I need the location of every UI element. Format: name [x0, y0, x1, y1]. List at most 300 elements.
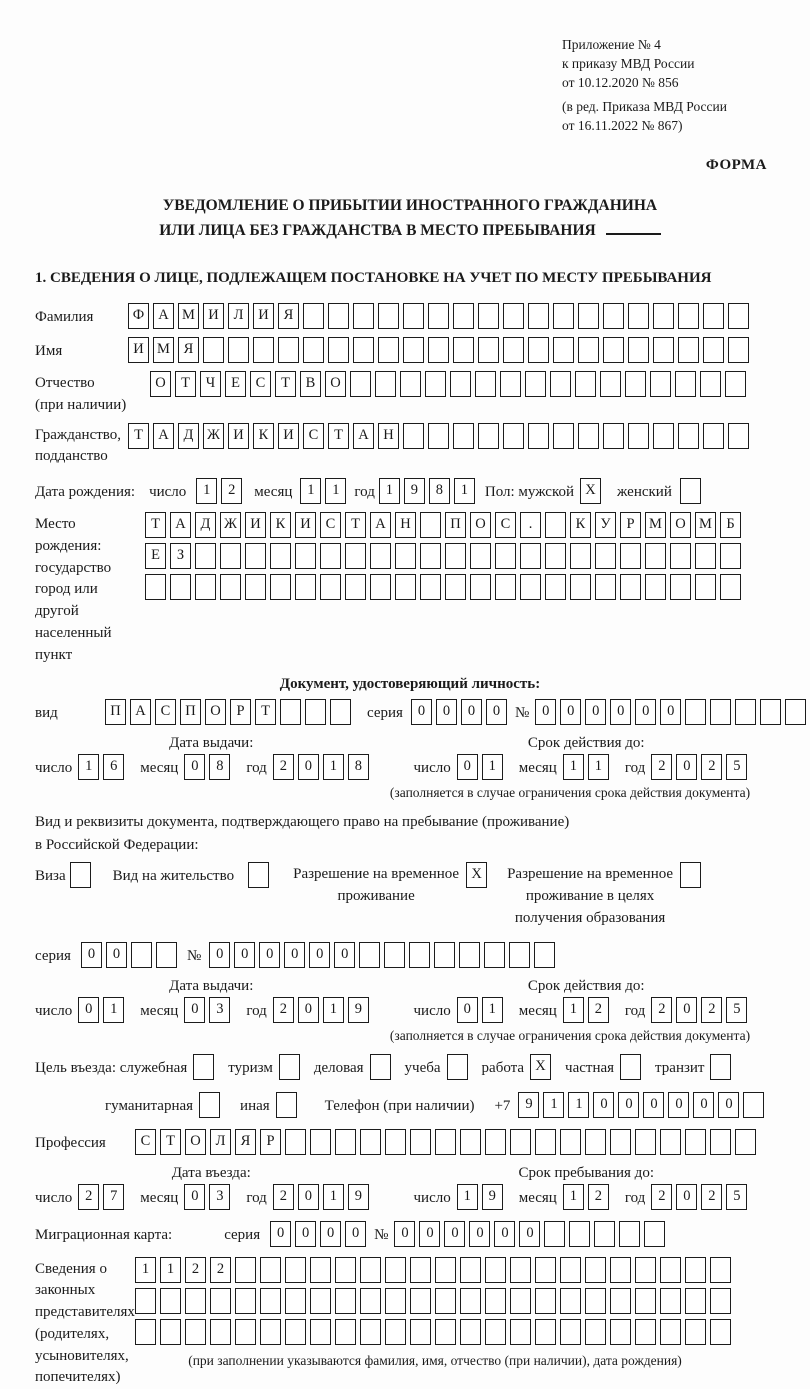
char-cell[interactable]: 7	[103, 1184, 124, 1210]
empty-cell[interactable]	[428, 337, 449, 363]
char-cell[interactable]: О	[205, 699, 226, 725]
empty-cell[interactable]	[156, 942, 177, 968]
empty-cell[interactable]	[575, 371, 596, 397]
char-cell[interactable]: .	[520, 512, 541, 538]
char-cell[interactable]: 0	[234, 942, 255, 968]
empty-cell[interactable]	[743, 1092, 764, 1118]
empty-cell[interactable]	[310, 1129, 331, 1155]
char-cell[interactable]: 2	[701, 997, 722, 1023]
empty-cell[interactable]	[600, 371, 621, 397]
empty-cell[interactable]	[70, 862, 91, 888]
empty-cell[interactable]	[785, 699, 806, 725]
char-cell[interactable]: У	[595, 512, 616, 538]
empty-cell[interactable]	[760, 699, 781, 725]
char-cell[interactable]: 0	[270, 1221, 291, 1247]
char-cell[interactable]: М	[178, 303, 199, 329]
char-cell[interactable]: Ч	[200, 371, 221, 397]
empty-cell[interactable]	[385, 1257, 406, 1283]
char-cell[interactable]: X	[466, 862, 487, 888]
empty-cell[interactable]	[500, 371, 521, 397]
empty-cell[interactable]	[503, 337, 524, 363]
empty-cell[interactable]	[678, 303, 699, 329]
char-cell[interactable]: 0	[535, 699, 556, 725]
empty-cell[interactable]	[544, 1221, 565, 1247]
char-cell[interactable]: 0	[78, 997, 99, 1023]
char-cell[interactable]: Т	[160, 1129, 181, 1155]
empty-cell[interactable]	[528, 423, 549, 449]
char-cell[interactable]: 1	[563, 754, 584, 780]
char-cell[interactable]: И	[228, 423, 249, 449]
empty-cell[interactable]	[131, 942, 152, 968]
empty-cell[interactable]	[710, 1129, 731, 1155]
empty-cell[interactable]	[285, 1129, 306, 1155]
empty-cell[interactable]	[270, 574, 291, 600]
char-cell[interactable]: 1	[103, 997, 124, 1023]
char-cell[interactable]: Ж	[203, 423, 224, 449]
empty-cell[interactable]	[703, 423, 724, 449]
char-cell[interactable]: 0	[295, 1221, 316, 1247]
char-cell[interactable]: 0	[676, 1184, 697, 1210]
char-cell[interactable]: К	[253, 423, 274, 449]
empty-cell[interactable]	[193, 1054, 214, 1080]
char-cell[interactable]: 0	[106, 942, 127, 968]
empty-cell[interactable]	[295, 543, 316, 569]
empty-cell[interactable]	[305, 699, 326, 725]
empty-cell[interactable]	[435, 1288, 456, 1314]
empty-cell[interactable]	[485, 1319, 506, 1345]
char-cell[interactable]: 2	[273, 754, 294, 780]
empty-cell[interactable]	[185, 1319, 206, 1345]
empty-cell[interactable]	[310, 1288, 331, 1314]
empty-cell[interactable]	[270, 543, 291, 569]
empty-cell[interactable]	[370, 1054, 391, 1080]
empty-cell[interactable]	[285, 1257, 306, 1283]
empty-cell[interactable]	[603, 303, 624, 329]
empty-cell[interactable]	[185, 1288, 206, 1314]
char-cell[interactable]: 0	[309, 942, 330, 968]
empty-cell[interactable]	[359, 942, 380, 968]
empty-cell[interactable]	[303, 303, 324, 329]
char-cell[interactable]: 0	[81, 942, 102, 968]
empty-cell[interactable]	[276, 1092, 297, 1118]
empty-cell[interactable]	[410, 1319, 431, 1345]
empty-cell[interactable]	[553, 303, 574, 329]
char-cell[interactable]: С	[155, 699, 176, 725]
char-cell[interactable]: 0	[635, 699, 656, 725]
empty-cell[interactable]	[460, 1319, 481, 1345]
empty-cell[interactable]	[220, 543, 241, 569]
char-cell[interactable]: 0	[494, 1221, 515, 1247]
char-cell[interactable]: 0	[457, 997, 478, 1023]
empty-cell[interactable]	[403, 337, 424, 363]
empty-cell[interactable]	[560, 1288, 581, 1314]
char-cell[interactable]: 0	[519, 1221, 540, 1247]
empty-cell[interactable]	[685, 699, 706, 725]
empty-cell[interactable]	[428, 423, 449, 449]
char-cell[interactable]: 0	[676, 754, 697, 780]
char-cell[interactable]: 2	[651, 1184, 672, 1210]
empty-cell[interactable]	[260, 1288, 281, 1314]
char-cell[interactable]: 9	[482, 1184, 503, 1210]
empty-cell[interactable]	[235, 1319, 256, 1345]
empty-cell[interactable]	[350, 371, 371, 397]
char-cell[interactable]: Н	[378, 423, 399, 449]
char-cell[interactable]: 0	[209, 942, 230, 968]
char-cell[interactable]: Я	[278, 303, 299, 329]
char-cell[interactable]: 0	[585, 699, 606, 725]
char-cell[interactable]: 0	[436, 699, 457, 725]
empty-cell[interactable]	[360, 1319, 381, 1345]
char-cell[interactable]: 0	[259, 942, 280, 968]
char-cell[interactable]: 0	[394, 1221, 415, 1247]
empty-cell[interactable]	[553, 337, 574, 363]
empty-cell[interactable]	[660, 1129, 681, 1155]
empty-cell[interactable]	[484, 942, 505, 968]
char-cell[interactable]: А	[353, 423, 374, 449]
empty-cell[interactable]	[620, 543, 641, 569]
char-cell[interactable]: П	[445, 512, 466, 538]
empty-cell[interactable]	[370, 574, 391, 600]
empty-cell[interactable]	[595, 543, 616, 569]
char-cell[interactable]: Т	[175, 371, 196, 397]
empty-cell[interactable]	[678, 423, 699, 449]
empty-cell[interactable]	[635, 1129, 656, 1155]
char-cell[interactable]: 0	[618, 1092, 639, 1118]
char-cell[interactable]: 0	[461, 699, 482, 725]
empty-cell[interactable]	[434, 942, 455, 968]
empty-cell[interactable]	[550, 371, 571, 397]
empty-cell[interactable]	[625, 371, 646, 397]
char-cell[interactable]: Ж	[220, 512, 241, 538]
empty-cell[interactable]	[650, 371, 671, 397]
empty-cell[interactable]	[310, 1319, 331, 1345]
empty-cell[interactable]	[435, 1129, 456, 1155]
char-cell[interactable]: 2	[273, 997, 294, 1023]
empty-cell[interactable]	[578, 303, 599, 329]
char-cell[interactable]: 5	[726, 997, 747, 1023]
empty-cell[interactable]	[285, 1288, 306, 1314]
empty-cell[interactable]	[510, 1288, 531, 1314]
empty-cell[interactable]	[670, 574, 691, 600]
empty-cell[interactable]	[653, 303, 674, 329]
empty-cell[interactable]	[503, 303, 524, 329]
empty-cell[interactable]	[278, 337, 299, 363]
empty-cell[interactable]	[594, 1221, 615, 1247]
char-cell[interactable]: 1	[563, 1184, 584, 1210]
char-cell[interactable]: 1	[196, 478, 217, 504]
empty-cell[interactable]	[385, 1129, 406, 1155]
char-cell[interactable]: 9	[404, 478, 425, 504]
empty-cell[interactable]	[395, 574, 416, 600]
empty-cell[interactable]	[685, 1129, 706, 1155]
char-cell[interactable]: Л	[210, 1129, 231, 1155]
char-cell[interactable]: 2	[651, 754, 672, 780]
empty-cell[interactable]	[710, 699, 731, 725]
empty-cell[interactable]	[560, 1129, 581, 1155]
empty-cell[interactable]	[703, 303, 724, 329]
char-cell[interactable]: 0	[469, 1221, 490, 1247]
empty-cell[interactable]	[260, 1319, 281, 1345]
char-cell[interactable]: 6	[103, 754, 124, 780]
char-cell[interactable]: П	[105, 699, 126, 725]
char-cell[interactable]: И	[128, 337, 149, 363]
char-cell[interactable]: 1	[457, 1184, 478, 1210]
empty-cell[interactable]	[570, 543, 591, 569]
empty-cell[interactable]	[645, 543, 666, 569]
char-cell[interactable]: 2	[701, 1184, 722, 1210]
char-cell[interactable]: 1	[300, 478, 321, 504]
char-cell[interactable]: 0	[419, 1221, 440, 1247]
empty-cell[interactable]	[528, 337, 549, 363]
empty-cell[interactable]	[400, 371, 421, 397]
empty-cell[interactable]	[410, 1288, 431, 1314]
empty-cell[interactable]	[570, 574, 591, 600]
empty-cell[interactable]	[199, 1092, 220, 1118]
empty-cell[interactable]	[545, 543, 566, 569]
empty-cell[interactable]	[525, 371, 546, 397]
char-cell[interactable]: X	[530, 1054, 551, 1080]
empty-cell[interactable]	[603, 423, 624, 449]
char-cell[interactable]: 2	[185, 1257, 206, 1283]
empty-cell[interactable]	[509, 942, 530, 968]
empty-cell[interactable]	[228, 337, 249, 363]
char-cell[interactable]: Б	[720, 512, 741, 538]
char-cell[interactable]: 8	[429, 478, 450, 504]
empty-cell[interactable]	[475, 371, 496, 397]
empty-cell[interactable]	[510, 1129, 531, 1155]
char-cell[interactable]: О	[470, 512, 491, 538]
char-cell[interactable]: 2	[273, 1184, 294, 1210]
empty-cell[interactable]	[328, 303, 349, 329]
empty-cell[interactable]	[660, 1257, 681, 1283]
empty-cell[interactable]	[470, 543, 491, 569]
empty-cell[interactable]	[710, 1257, 731, 1283]
empty-cell[interactable]	[360, 1129, 381, 1155]
empty-cell[interactable]	[447, 1054, 468, 1080]
empty-cell[interactable]	[245, 574, 266, 600]
char-cell[interactable]: С	[250, 371, 271, 397]
char-cell[interactable]: Я	[235, 1129, 256, 1155]
empty-cell[interactable]	[535, 1129, 556, 1155]
char-cell[interactable]: Т	[275, 371, 296, 397]
char-cell[interactable]: И	[253, 303, 274, 329]
empty-cell[interactable]	[335, 1257, 356, 1283]
char-cell[interactable]: Р	[230, 699, 251, 725]
empty-cell[interactable]	[685, 1257, 706, 1283]
char-cell[interactable]: 8	[209, 754, 230, 780]
empty-cell[interactable]	[395, 543, 416, 569]
empty-cell[interactable]	[260, 1257, 281, 1283]
char-cell[interactable]: 2	[78, 1184, 99, 1210]
empty-cell[interactable]	[675, 371, 696, 397]
empty-cell[interactable]	[320, 574, 341, 600]
char-cell[interactable]: 0	[345, 1221, 366, 1247]
char-cell[interactable]: Я	[178, 337, 199, 363]
char-cell[interactable]: И	[295, 512, 316, 538]
empty-cell[interactable]	[680, 862, 701, 888]
empty-cell[interactable]	[460, 1257, 481, 1283]
empty-cell[interactable]	[619, 1221, 640, 1247]
char-cell[interactable]: X	[580, 478, 601, 504]
char-cell[interactable]: 0	[610, 699, 631, 725]
char-cell[interactable]: Д	[178, 423, 199, 449]
empty-cell[interactable]	[428, 303, 449, 329]
char-cell[interactable]: 9	[518, 1092, 539, 1118]
empty-cell[interactable]	[403, 303, 424, 329]
empty-cell[interactable]	[420, 543, 441, 569]
empty-cell[interactable]	[320, 543, 341, 569]
char-cell[interactable]: 0	[668, 1092, 689, 1118]
char-cell[interactable]: А	[153, 423, 174, 449]
char-cell[interactable]: 0	[320, 1221, 341, 1247]
empty-cell[interactable]	[280, 699, 301, 725]
char-cell[interactable]: Е	[145, 543, 166, 569]
char-cell[interactable]: А	[153, 303, 174, 329]
char-cell[interactable]: 2	[701, 754, 722, 780]
char-cell[interactable]: 0	[184, 1184, 205, 1210]
char-cell[interactable]: 0	[676, 997, 697, 1023]
empty-cell[interactable]	[335, 1129, 356, 1155]
char-cell[interactable]: 1	[323, 754, 344, 780]
char-cell[interactable]: А	[370, 512, 391, 538]
empty-cell[interactable]	[685, 1319, 706, 1345]
char-cell[interactable]: 0	[718, 1092, 739, 1118]
char-cell[interactable]: Т	[328, 423, 349, 449]
empty-cell[interactable]	[635, 1257, 656, 1283]
empty-cell[interactable]	[303, 337, 324, 363]
char-cell[interactable]: 1	[543, 1092, 564, 1118]
empty-cell[interactable]	[420, 574, 441, 600]
empty-cell[interactable]	[135, 1288, 156, 1314]
char-cell[interactable]: Т	[255, 699, 276, 725]
empty-cell[interactable]	[735, 1129, 756, 1155]
empty-cell[interactable]	[310, 1257, 331, 1283]
char-cell[interactable]: 0	[298, 754, 319, 780]
char-cell[interactable]: 8	[348, 754, 369, 780]
char-cell[interactable]: 5	[726, 754, 747, 780]
char-cell[interactable]: 0	[298, 997, 319, 1023]
empty-cell[interactable]	[330, 699, 351, 725]
char-cell[interactable]: 1	[482, 997, 503, 1023]
char-cell[interactable]: 1	[568, 1092, 589, 1118]
empty-cell[interactable]	[510, 1319, 531, 1345]
char-cell[interactable]: 0	[660, 699, 681, 725]
char-cell[interactable]: И	[203, 303, 224, 329]
char-cell[interactable]: 3	[209, 1184, 230, 1210]
empty-cell[interactable]	[545, 512, 566, 538]
empty-cell[interactable]	[585, 1257, 606, 1283]
empty-cell[interactable]	[670, 543, 691, 569]
empty-cell[interactable]	[445, 574, 466, 600]
empty-cell[interactable]	[645, 574, 666, 600]
char-cell[interactable]: 1	[323, 1184, 344, 1210]
empty-cell[interactable]	[378, 303, 399, 329]
char-cell[interactable]: 2	[588, 997, 609, 1023]
char-cell[interactable]: 2	[221, 478, 242, 504]
empty-cell[interactable]	[195, 574, 216, 600]
empty-cell[interactable]	[353, 303, 374, 329]
empty-cell[interactable]	[495, 574, 516, 600]
char-cell[interactable]: И	[278, 423, 299, 449]
char-cell[interactable]: 1	[588, 754, 609, 780]
empty-cell[interactable]	[628, 337, 649, 363]
empty-cell[interactable]	[485, 1129, 506, 1155]
char-cell[interactable]: 1	[160, 1257, 181, 1283]
empty-cell[interactable]	[560, 1257, 581, 1283]
empty-cell[interactable]	[478, 303, 499, 329]
empty-cell[interactable]	[700, 371, 721, 397]
empty-cell[interactable]	[585, 1319, 606, 1345]
empty-cell[interactable]	[628, 423, 649, 449]
empty-cell[interactable]	[710, 1288, 731, 1314]
char-cell[interactable]: 0	[593, 1092, 614, 1118]
char-cell[interactable]: С	[135, 1129, 156, 1155]
char-cell[interactable]: О	[325, 371, 346, 397]
empty-cell[interactable]	[328, 337, 349, 363]
empty-cell[interactable]	[578, 423, 599, 449]
empty-cell[interactable]	[495, 543, 516, 569]
empty-cell[interactable]	[410, 1257, 431, 1283]
char-cell[interactable]: 0	[457, 754, 478, 780]
empty-cell[interactable]	[235, 1257, 256, 1283]
empty-cell[interactable]	[195, 543, 216, 569]
char-cell[interactable]: 9	[348, 1184, 369, 1210]
empty-cell[interactable]	[135, 1319, 156, 1345]
char-cell[interactable]: 1	[482, 754, 503, 780]
empty-cell[interactable]	[520, 574, 541, 600]
char-cell[interactable]: С	[495, 512, 516, 538]
char-cell[interactable]: Н	[395, 512, 416, 538]
empty-cell[interactable]	[409, 942, 430, 968]
empty-cell[interactable]	[728, 337, 749, 363]
empty-cell[interactable]	[203, 337, 224, 363]
empty-cell[interactable]	[720, 574, 741, 600]
empty-cell[interactable]	[375, 371, 396, 397]
char-cell[interactable]: 0	[486, 699, 507, 725]
empty-cell[interactable]	[345, 574, 366, 600]
empty-cell[interactable]	[353, 337, 374, 363]
empty-cell[interactable]	[595, 574, 616, 600]
char-cell[interactable]: Д	[195, 512, 216, 538]
empty-cell[interactable]	[660, 1288, 681, 1314]
char-cell[interactable]: 0	[184, 754, 205, 780]
empty-cell[interactable]	[235, 1288, 256, 1314]
char-cell[interactable]: Р	[620, 512, 641, 538]
empty-cell[interactable]	[535, 1257, 556, 1283]
empty-cell[interactable]	[585, 1288, 606, 1314]
char-cell[interactable]: 1	[323, 997, 344, 1023]
empty-cell[interactable]	[578, 337, 599, 363]
empty-cell[interactable]	[644, 1221, 665, 1247]
char-cell[interactable]: Ф	[128, 303, 149, 329]
char-cell[interactable]: А	[170, 512, 191, 538]
empty-cell[interactable]	[628, 303, 649, 329]
char-cell[interactable]: 0	[284, 942, 305, 968]
char-cell[interactable]: 2	[210, 1257, 231, 1283]
empty-cell[interactable]	[378, 337, 399, 363]
empty-cell[interactable]	[245, 543, 266, 569]
empty-cell[interactable]	[370, 543, 391, 569]
empty-cell[interactable]	[285, 1319, 306, 1345]
empty-cell[interactable]	[335, 1288, 356, 1314]
empty-cell[interactable]	[653, 337, 674, 363]
char-cell[interactable]: К	[570, 512, 591, 538]
char-cell[interactable]: Л	[228, 303, 249, 329]
empty-cell[interactable]	[653, 423, 674, 449]
empty-cell[interactable]	[460, 1288, 481, 1314]
empty-cell[interactable]	[459, 942, 480, 968]
char-cell[interactable]: 0	[411, 699, 432, 725]
